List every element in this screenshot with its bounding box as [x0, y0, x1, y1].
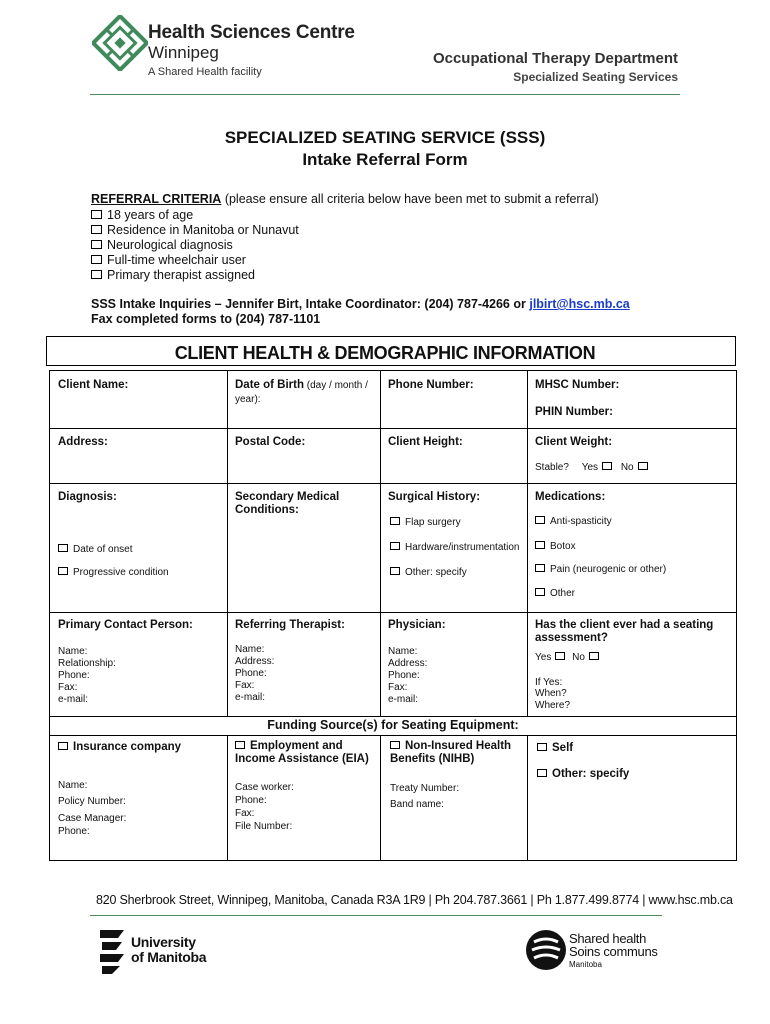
checkbox[interactable] — [91, 210, 102, 219]
rt-phone-label: Phone: — [235, 667, 267, 679]
physician-label: Physician: — [388, 619, 446, 631]
when-label: When? — [535, 688, 567, 699]
eia-file-number-label: File Number: — [235, 821, 293, 832]
pc-fax-label: Fax: — [58, 681, 78, 693]
ph-email-label: e-mail: — [388, 693, 419, 705]
checkbox[interactable] — [535, 564, 545, 572]
criteria-item-label: Primary therapist assigned — [107, 268, 255, 282]
nihb-label: Non-Insured Health Benefits (NIHB) — [390, 740, 512, 765]
postal-code-field[interactable] — [235, 436, 305, 449]
address-field[interactable] — [58, 436, 108, 449]
insurance-label: Insurance company — [73, 741, 182, 753]
intake-inquiries — [91, 297, 630, 327]
diagnosis-field[interactable] — [58, 491, 117, 504]
checkbox[interactable] — [535, 516, 545, 524]
client-weight-field[interactable] — [535, 436, 612, 449]
stable-no-checkbox[interactable] — [638, 462, 648, 470]
insurance-checkbox[interactable] — [58, 742, 68, 750]
medication-other-label: Other — [550, 588, 576, 599]
form-title: SPECIALIZED SEATING SERVICE (SSS) — [224, 128, 546, 147]
client-height-label: Client Height: — [388, 436, 463, 448]
other-funding-label: Other: specify — [552, 768, 630, 780]
nihb-band-label: Band name: — [390, 799, 444, 810]
phin-field[interactable] — [535, 406, 613, 419]
flap-surgery-label: Flap surgery — [405, 517, 461, 528]
column-divider — [227, 370, 228, 716]
hsc-logo-icon — [92, 15, 148, 71]
surgical-other-option[interactable] — [390, 567, 467, 580]
seating-no-label: No — [572, 652, 585, 663]
self-label: Self — [552, 742, 574, 754]
seating-yes-label: Yes — [535, 652, 552, 663]
header-divider — [90, 94, 680, 95]
seating-question-label: Has the client ever had a seating assessment? — [535, 619, 714, 644]
surgical-history-field[interactable] — [388, 491, 480, 504]
phone-label: Phone Number: — [388, 379, 474, 391]
mhsc-label: MHSC Number: — [535, 379, 620, 391]
client-name-label: Client Name: — [58, 379, 129, 391]
criteria-item-label: 18 years of age — [107, 208, 194, 222]
section-title: CLIENT HEALTH & DEMOGRAPHIC INFORMATION — [174, 343, 596, 363]
pain-label: Pain (neurogenic or other) — [550, 564, 667, 575]
column-divider — [380, 370, 381, 716]
client-height-field[interactable] — [388, 436, 463, 449]
seating-yes-checkbox[interactable] — [555, 652, 565, 660]
shared-health-name — [569, 932, 658, 958]
pc-email-label: e-mail: — [58, 693, 89, 705]
nihb-field[interactable] — [390, 740, 522, 813]
self-funding-option[interactable] — [537, 742, 573, 755]
insurance-field[interactable] — [58, 741, 181, 838]
anti-spasticity-option[interactable] — [535, 516, 612, 529]
checkbox[interactable] — [58, 567, 68, 575]
checkbox[interactable] — [58, 544, 68, 552]
stable-yes-label: Yes — [581, 462, 599, 473]
funding-heading: Funding Source(s) for Seating Equipment: — [267, 718, 519, 732]
shared-health-province: Manitoba — [569, 960, 602, 969]
diagnosis-label: Diagnosis: — [58, 491, 117, 503]
um-line2: of Manitoba — [131, 949, 207, 965]
client-name-field[interactable] — [58, 379, 128, 392]
criteria-heading-note: (please ensure all criteria below have been met to submit a referral) — [221, 192, 599, 206]
surgical-other-label: Other: specify — [405, 567, 467, 578]
ph-name-label: Name: — [388, 645, 418, 657]
criteria-item[interactable] — [91, 208, 299, 223]
university-name — [131, 935, 206, 965]
checkbox[interactable] — [390, 567, 400, 575]
dob-hint: (day / month / year): — [235, 380, 368, 405]
shared-health-logo-icon — [524, 928, 568, 972]
postal-code-label: Postal Code: — [235, 436, 306, 448]
checkbox[interactable] — [91, 225, 102, 234]
ins-case-manager-label: Case Manager: — [58, 812, 127, 824]
fax-instructions: Fax completed forms to (204) 787-1101 — [91, 312, 321, 326]
secondary-conditions-field[interactable] — [235, 491, 370, 516]
dob-label: Date of Birth — [235, 379, 304, 391]
progressive-label: Progressive condition — [73, 567, 169, 578]
checkbox[interactable] — [91, 240, 102, 249]
eia-fax-label: Fax: — [235, 808, 255, 819]
criteria-heading-label: REFERRAL CRITERIA — [91, 192, 222, 206]
row-divider — [49, 716, 737, 717]
phin-label: PHIN Number: — [535, 406, 613, 418]
checkbox[interactable] — [535, 588, 545, 596]
row-divider — [49, 428, 737, 429]
stable-question — [535, 462, 648, 475]
client-weight-label: Client Weight: — [535, 436, 613, 448]
column-divider — [380, 735, 381, 861]
rt-fax-label: Fax: — [235, 679, 255, 691]
row-divider — [49, 612, 737, 613]
criteria-item[interactable] — [91, 238, 299, 253]
hardware-option[interactable] — [390, 542, 520, 555]
eia-field[interactable] — [235, 740, 375, 833]
criteria-heading — [91, 192, 599, 206]
ins-name-label: Name: — [58, 779, 88, 791]
medication-other-option[interactable] — [535, 588, 575, 601]
sh-line1: Shared health — [569, 931, 647, 946]
eia-phone-label: Phone: — [235, 795, 267, 806]
mhsc-field[interactable] — [535, 379, 619, 392]
secondary-conditions-label: Secondary Medical Conditions: — [235, 491, 340, 516]
ins-phone-label: Phone: — [58, 825, 90, 837]
stable-yes-checkbox[interactable] — [602, 462, 612, 470]
criteria-item[interactable] — [91, 268, 299, 283]
checkbox[interactable] — [91, 255, 102, 264]
stable-label: Stable? — [535, 462, 569, 473]
ph-phone-label: Phone: — [388, 669, 420, 681]
stable-no-label: No — [620, 462, 634, 473]
criteria-item[interactable] — [91, 223, 299, 238]
eia-label: Employment and Income Assistance (EIA) — [235, 740, 369, 765]
checkbox[interactable] — [390, 517, 400, 525]
column-divider — [527, 370, 528, 716]
checkbox[interactable] — [91, 270, 102, 279]
referring-therapist-label: Referring Therapist: — [235, 619, 345, 631]
primary-contact-field[interactable] — [58, 619, 193, 706]
pc-name-label: Name: — [58, 645, 88, 657]
other-funding-checkbox[interactable] — [537, 769, 547, 777]
criteria-item[interactable] — [91, 253, 299, 268]
checkbox[interactable] — [390, 542, 400, 550]
physician-field[interactable] — [388, 619, 446, 706]
rt-email-label: e-mail: — [235, 691, 266, 703]
ph-address-label: Address: — [388, 657, 428, 669]
org-tagline: A Shared Health facility — [148, 66, 262, 78]
pc-phone-label: Phone: — [58, 669, 90, 681]
inquiries-text: SSS Intake Inquiries – Jennifer Birt, Intake Coordinator: (204) 787-4266 or — [91, 297, 530, 311]
hardware-label: Hardware/instrumentation — [405, 542, 520, 553]
ins-policy-label: Policy Number: — [58, 795, 126, 807]
column-divider — [527, 735, 528, 861]
org-city: Winnipeg — [148, 43, 219, 62]
pc-relationship-label: Relationship: — [58, 657, 116, 669]
botox-label: Botox — [550, 541, 576, 552]
self-checkbox[interactable] — [537, 743, 547, 751]
footer-divider — [90, 915, 662, 916]
phone-field[interactable] — [388, 379, 474, 392]
medications-label: Medications: — [535, 491, 606, 503]
medications-field[interactable] — [535, 491, 605, 504]
ph-fax-label: Fax: — [388, 681, 408, 693]
nihb-checkbox[interactable] — [390, 741, 400, 749]
coordinator-email-link[interactable]: jlbirt@hsc.mb.ca — [529, 297, 630, 311]
form-subtitle: Intake Referral Form — [302, 150, 468, 169]
criteria-item-label: Neurological diagnosis — [107, 238, 233, 252]
column-divider — [227, 735, 228, 861]
department-name: Occupational Therapy Department — [432, 50, 678, 67]
row-divider — [49, 735, 737, 736]
eia-case-worker-label: Case worker: — [235, 782, 294, 793]
flap-surgery-option[interactable] — [390, 517, 461, 530]
eia-checkbox[interactable] — [235, 741, 245, 749]
um-line1: University — [131, 934, 196, 950]
seating-assessment-field[interactable] — [535, 619, 730, 711]
referring-therapist-field[interactable] — [235, 619, 345, 704]
seating-no-checkbox[interactable] — [589, 652, 599, 660]
address-label: Address: — [58, 436, 108, 448]
department-subtitle: Specialized Seating Services — [513, 70, 678, 84]
progressive-option[interactable] — [58, 567, 169, 580]
date-onset-option[interactable] — [58, 544, 132, 557]
sh-line2: Soins communs — [569, 944, 658, 959]
org-name: Health Sciences Centre — [148, 22, 355, 43]
pain-option[interactable] — [535, 564, 666, 577]
dob-field[interactable] — [235, 379, 375, 406]
date-onset-label: Date of onset — [73, 544, 133, 555]
if-yes-label: If Yes: — [535, 676, 563, 688]
row-divider — [49, 483, 737, 484]
other-funding-option[interactable] — [537, 768, 629, 781]
rt-name-label: Name: — [235, 643, 265, 655]
botox-option[interactable] — [535, 541, 576, 554]
primary-contact-label: Primary Contact Person: — [58, 619, 193, 631]
rt-address-label: Address: — [235, 655, 275, 667]
anti-spasticity-label: Anti-spasticity — [550, 516, 612, 527]
where-label: Where? — [535, 699, 571, 711]
criteria-item-label: Residence in Manitoba or Nunavut — [107, 223, 299, 237]
criteria-list — [91, 208, 299, 283]
surgical-history-label: Surgical History: — [388, 491, 481, 503]
nihb-treaty-label: Treaty Number: — [390, 783, 460, 794]
footer-address: 820 Sherbrook Street, Winnipeg, Manitoba, Canada R3A 1R9 | Ph 204.787.3661 | Ph 1.877.499.8774 | www.hsc.mb.ca — [96, 893, 733, 907]
checkbox[interactable] — [535, 541, 545, 549]
criteria-item-label: Full-time wheelchair user — [107, 253, 246, 267]
